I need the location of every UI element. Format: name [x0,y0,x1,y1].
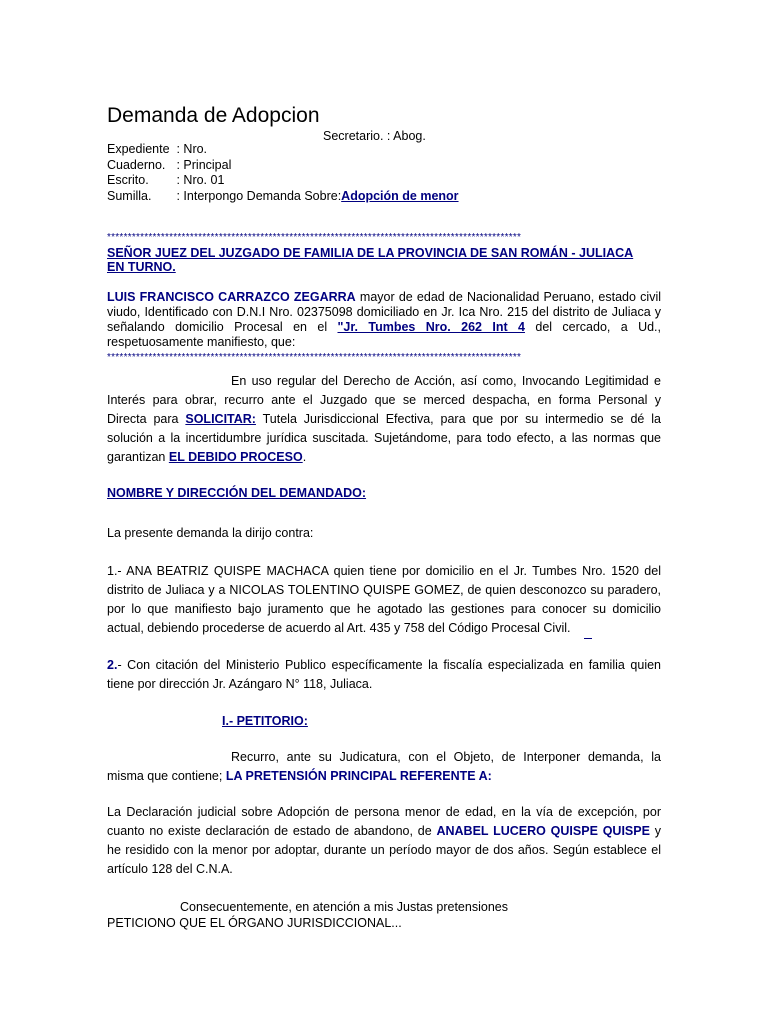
page-title: Demanda de Adopcion [107,104,320,127]
paragraph-ministerio: 2.- Con citación del Ministerio Publico específicamente la fiscalía especializada en familia quien tiene por dirección Jr. Azángaro N° 118, Juliaca. [107,658,661,691]
section-petitorio: I.- PETITORIO: [222,714,308,728]
meta-escrito: Escrito. : Nro. 01 [107,173,225,187]
paragraph-declaracion: La Declaración judicial sobre Adopción de persona menor de edad, en la vía de excepción, por cuanto no existe declaración de estado de abandono, de ANABEL LUCERO QUISPE QUISPE y he residido con la menor por adoptar, durante un período mayor de dos años. Según establece el artículo 128 del C.N.A. [107,805,661,876]
sumilla-bold: Adopción de menor [341,188,459,203]
meta-block [107,142,459,204]
star-divider-top: **************************************************************************************************** [107,232,522,243]
paragraph-contra: La presente demanda la dirijo contra: [107,526,314,540]
minor-name: ANABEL LUCERO QUISPE QUISPE [436,824,650,838]
solicitar-text: SOLICITAR: [185,412,256,426]
meta-cuaderno: Cuaderno. : Principal [107,157,232,172]
section-demandado: NOMBRE Y DIRECCIÓN DEL DEMANDADO: [107,486,367,500]
paragraph-recurro: Recurro, ante su Judicatura, con el Objeto, de Interponer demanda, la misma que contiene; LA PRETENSIÓN PRINCIPAL REFERENTE A: [107,750,661,783]
meta-sumilla: Sumilla. : Interpongo Demanda Sobre:Adopción de menor [107,188,459,203]
paragraph-peticiono: PETICIONO QUE EL ÓRGANO JURISDICCIONAL... [107,916,402,930]
debido-proceso: EL DEBIDO PROCESO [168,450,303,464]
intro-paragraph: LUIS FRANCISCO CARRAZCO ZEGARRA mayor de edad de Nacionalidad Peruano, estado civil viudo, Identificado con D.N.I Nro. 02375098 domiciliado en Jr. Ica Nro. 215 del distrito de Juliaca y señalando domicilio Procesal en el "Jr. Tumbes Nro. 262 Int 4 del cercado, a Ud., respetuosamente manifiesto, que: [107,290,661,349]
meta-expediente: Expediente : Nro. [107,142,208,156]
underline-mark [584,619,592,639]
paragraph-demandados: 1.- ANA BEATRIZ QUISPE MACHACA quien tiene por domicilio en el Jr. Tumbes Nro. 1520 del distrito de Juliaca y a NICOLAS TOLENTINO QUISPE GOMEZ, de quien desconozco su paradero, por lo que manifiesto bajo juramento que he agotado las gestiones para conocer su domicilio actual, debiendo procederse de acuerdo al Art. 435 y 758 del Código Procesal Civil. [107,562,661,639]
addressee: SEÑOR JUEZ DEL JUZGADO DE FAMILIA DE LA PROVINCIA DE SAN ROMÁN - JULIACA EN TURNO. [107,246,634,274]
procesal-address: "Jr. Tumbes Nro. 262 Int 4 [337,320,525,334]
paragraph-accion: En uso regular del Derecho de Acción, así como, Invocando Legitimidad e Interés para obrar, recurro ante el Juzgado que se merced despacha, en forma Personal y Directa para SOLICITAR: Tutela Jurisdiccional Efectiva, para que por su intermedio se dé la solución a la incertidumbre jurídica suscitada. Sujetándome, para todo efecto, a las normas que garantizan EL DEBIDO PROCESO. [107,374,661,464]
paragraph-consecuentemente: Consecuentemente, en atención a mis Justas pretensiones [180,900,508,914]
plaintiff-name: LUIS FRANCISCO CARRAZCO ZEGARRA [107,290,356,304]
star-divider-bottom: **************************************************************************************************** [107,352,522,363]
secretario-line: Secretario. : Abog. [323,129,426,143]
pretension-principal: LA PRETENSIÓN PRINCIPAL REFERENTE A: [225,769,492,783]
